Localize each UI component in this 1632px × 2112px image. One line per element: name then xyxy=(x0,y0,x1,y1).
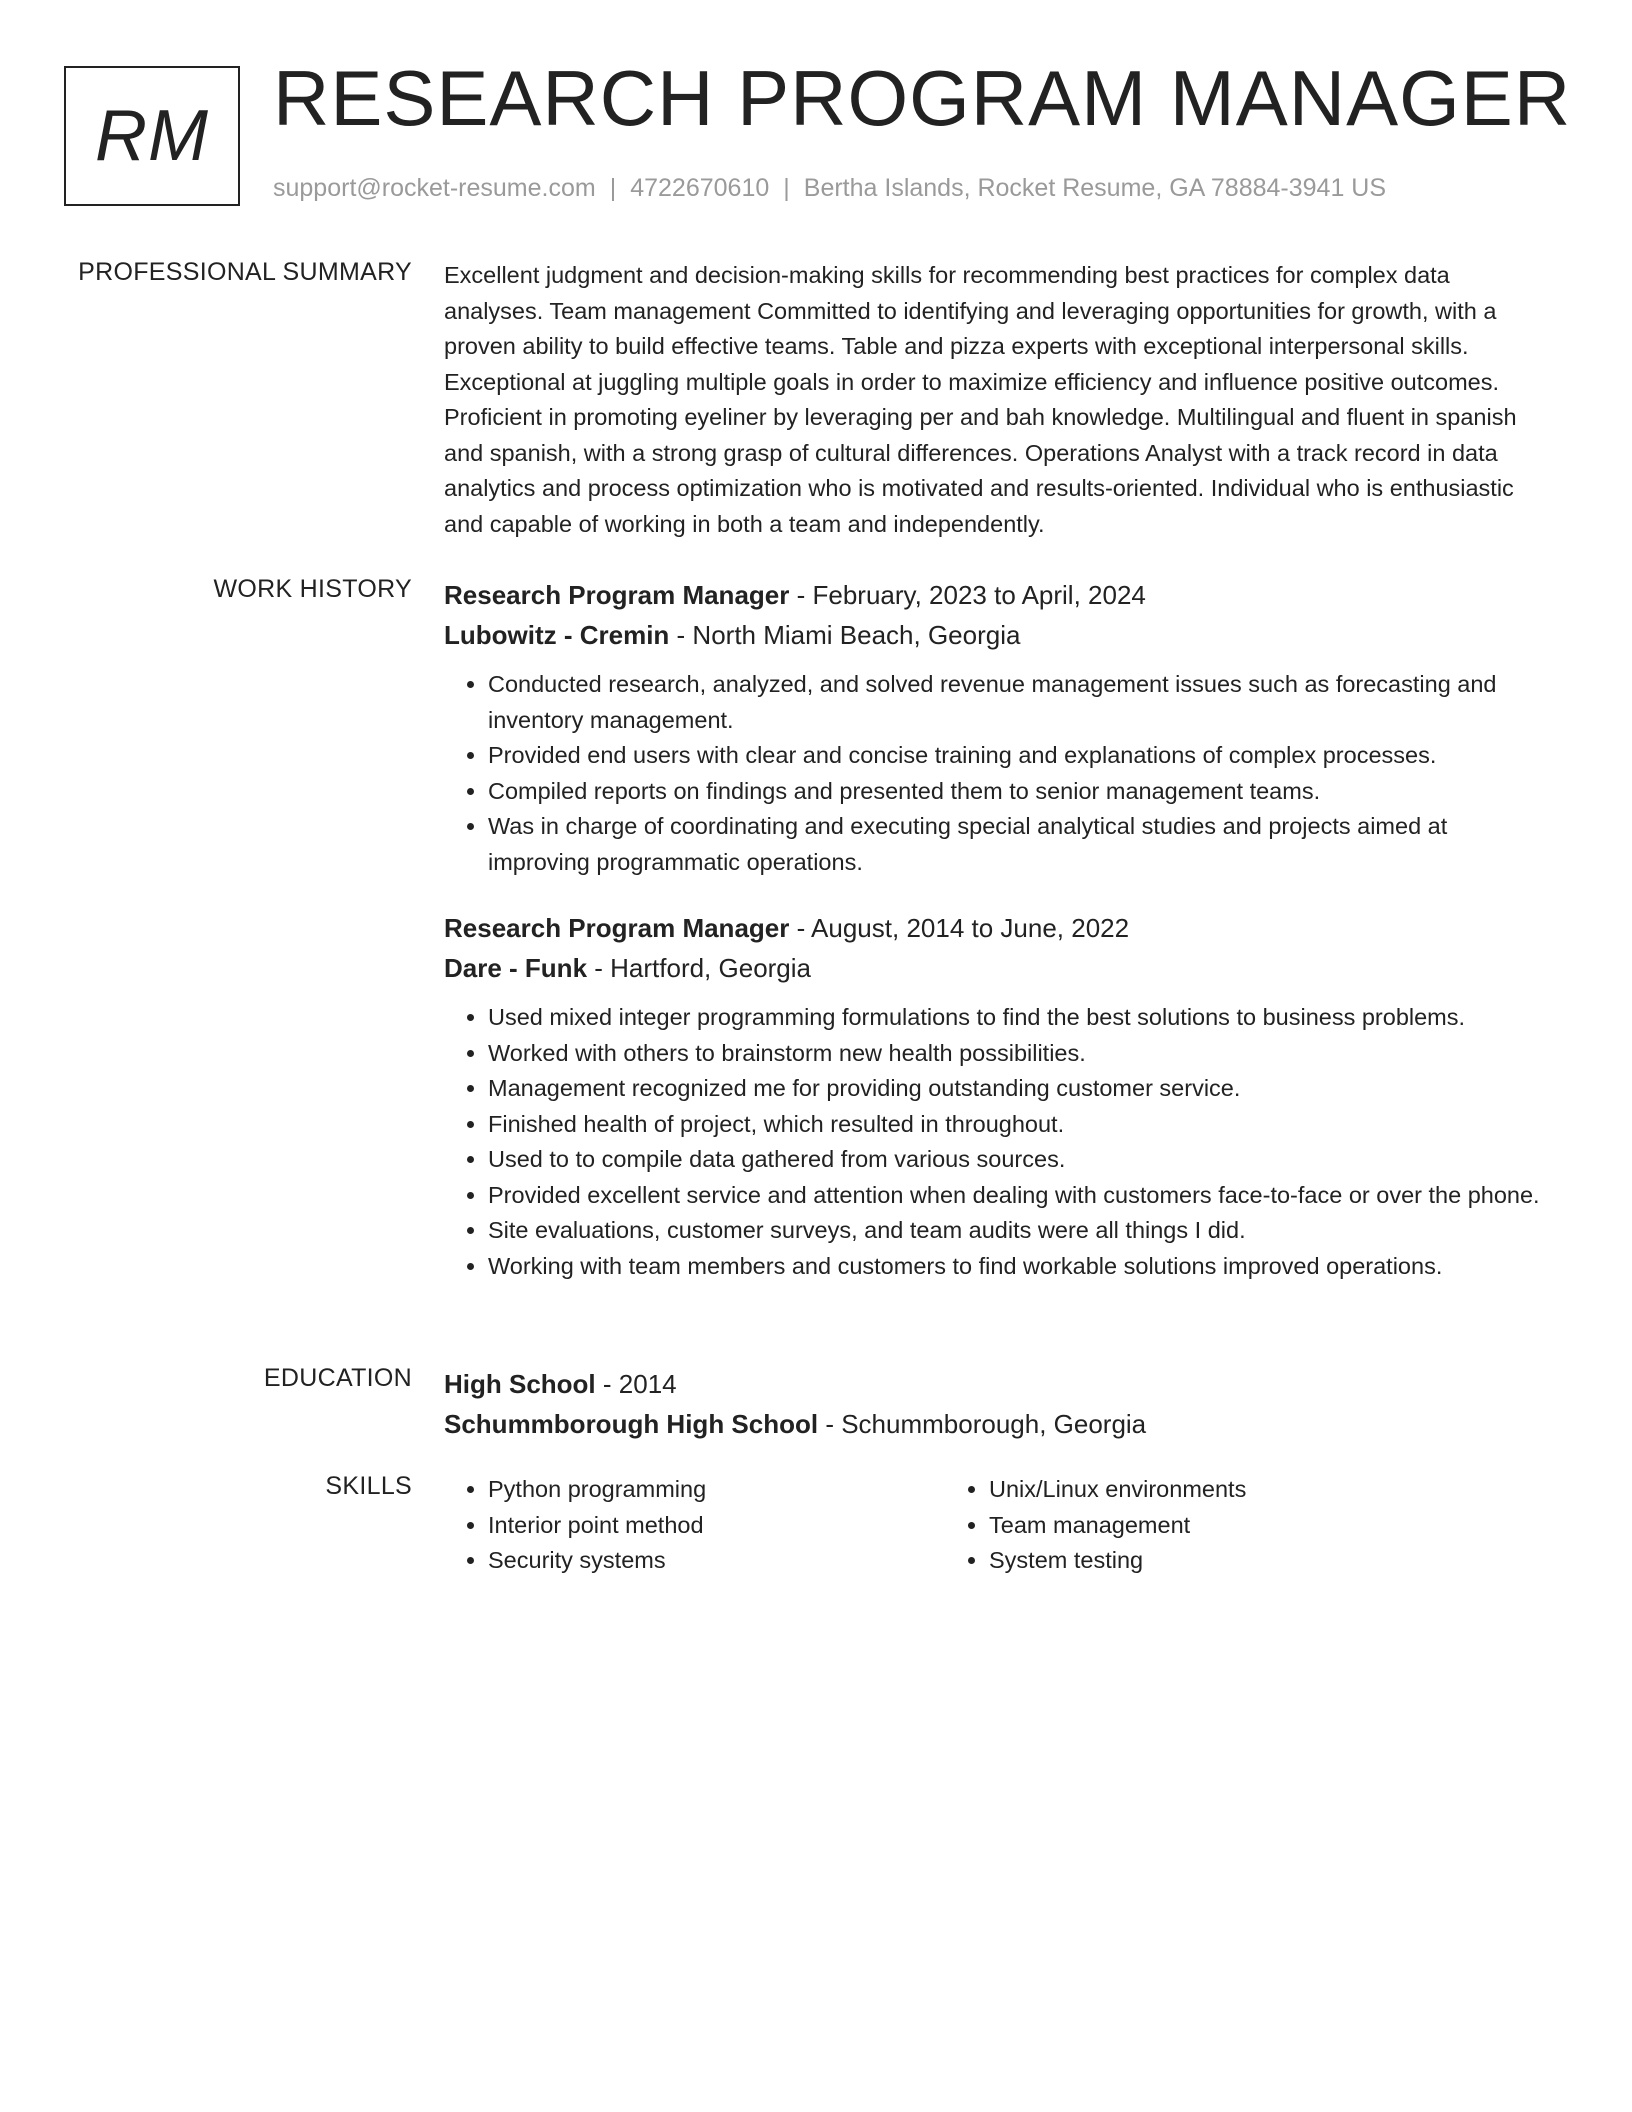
job-bullet: • Provided end users with clear and concise training and explanations of complex processes. xyxy=(488,738,1554,774)
contact-line xyxy=(273,174,1386,203)
job-bullet: • Provided excellent service and attention when dealing with customers face-to-face or over the phone. xyxy=(488,1178,1554,1214)
education-body xyxy=(444,1364,1554,1444)
monogram-initials: RM xyxy=(95,96,209,176)
job-location: - Hartford, Georgia xyxy=(587,953,812,983)
education-degree: High School xyxy=(444,1369,596,1399)
contact-separator: | xyxy=(783,174,790,202)
contact-separator: | xyxy=(609,174,617,202)
job-company-line xyxy=(444,615,1554,655)
resume-title: RESEARCH PROGRAM MANAGER xyxy=(273,54,1572,142)
job-bullet: • Site evaluations, customer surveys, and team audits were all things I did. xyxy=(488,1213,1554,1249)
skill-item: • Interior point method xyxy=(488,1508,945,1544)
education-location: - Schummborough, Georgia xyxy=(818,1409,1147,1439)
job-dates: - February, 2023 to April, 2024 xyxy=(789,580,1146,610)
education-school-line xyxy=(444,1404,1554,1444)
education-heading: EDUCATION xyxy=(263,1364,412,1392)
skill-item: • Security systems xyxy=(488,1543,945,1579)
summary-body xyxy=(444,258,1554,542)
skill-item: • Python programming xyxy=(488,1472,945,1508)
job-bullet: • Worked with others to brainstorm new health possibilities. xyxy=(488,1036,1554,1072)
skills-body xyxy=(444,1472,1554,1579)
job-bullet: • Conducted research, analyzed, and solved revenue management issues such as forecasting and inventory management. xyxy=(488,667,1554,738)
job-bullets xyxy=(444,667,1554,880)
work-history-heading: WORK HISTORY xyxy=(213,575,412,603)
job-bullet: • Used to to compile data gathered from various sources. xyxy=(488,1142,1554,1178)
job-role: Research Program Manager xyxy=(444,580,790,610)
job-bullets xyxy=(444,1000,1554,1284)
skills-column-left xyxy=(444,1472,945,1579)
job-title-line xyxy=(444,575,1554,615)
skill-item: • Team management xyxy=(989,1508,1446,1544)
job-location: - North Miami Beach, Georgia xyxy=(669,620,1021,650)
job-bullet: • Was in charge of coordinating and executing special analytical studies and projects aimed at improving programmatic operations. xyxy=(488,809,1554,880)
job-role: Research Program Manager xyxy=(444,913,790,943)
job-bullet: • Compiled reports on findings and presented them to senior management teams. xyxy=(488,774,1554,810)
job-company: Lubowitz - Cremin xyxy=(444,620,670,650)
job-entry xyxy=(444,575,1554,880)
education-school: Schummborough High School xyxy=(444,1409,819,1439)
job-company: Dare - Funk xyxy=(444,953,588,983)
job-bullet: • Used mixed integer programming formulations to find the best solutions to business problems. xyxy=(488,1000,1554,1036)
skill-item: • Unix/Linux environments xyxy=(989,1472,1446,1508)
job-dates: - August, 2014 to June, 2022 xyxy=(789,913,1130,943)
contact-address: Bertha Islands, Rocket Resume, GA 78884-3941 US xyxy=(803,174,1387,202)
job-bullet: • Working with team members and customers to find workable solutions improved operations. xyxy=(488,1249,1554,1285)
contact-phone: 4722670610 xyxy=(630,174,770,202)
contact-email: support@rocket-resume.com xyxy=(273,174,596,202)
skill-item: • System testing xyxy=(989,1543,1446,1579)
work-history-body xyxy=(444,575,1554,1284)
skills-heading: SKILLS xyxy=(325,1472,412,1500)
monogram-badge xyxy=(64,66,240,206)
skills-column-right xyxy=(945,1472,1446,1579)
summary-heading: PROFESSIONAL SUMMARY xyxy=(78,258,412,286)
job-company-line xyxy=(444,948,1554,988)
summary-text: Excellent judgment and decision-making skills for recommending best practices for complex data analyses. Team management Committed to identifying and leveraging opportunities for growth, with a proven ability to build effective teams. Table and pizza experts with exceptional interpersonal skills. Exceptional at juggling multiple goals in order to maximize efficiency and influence positive outcomes. Proficient in promoting eyeliner by leveraging per and bah knowledge. Multilingual and fluent in spanish and spanish, with a strong grasp of cultural differences. Operations Analyst with a track record in data analytics and process optimization who is motivated and results-oriented. Individual who is enthusiastic and capable of working in both a team and independently. xyxy=(444,262,1517,537)
job-bullet: • Finished health of project, which resulted in throughout. xyxy=(488,1107,1554,1143)
job-title-line xyxy=(444,908,1554,948)
job-bullet: • Management recognized me for providing outstanding customer service. xyxy=(488,1071,1554,1107)
education-year: - 2014 xyxy=(595,1369,677,1399)
job-entry xyxy=(444,908,1554,1284)
education-degree-line xyxy=(444,1364,1554,1404)
